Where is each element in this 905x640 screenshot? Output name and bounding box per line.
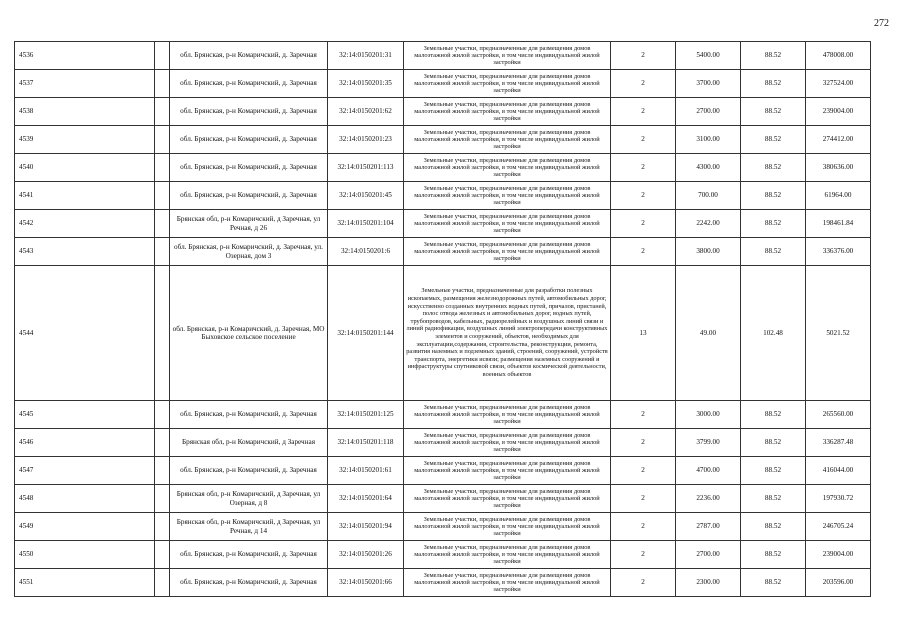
specific-value-cell: 88.52: [741, 513, 806, 541]
address-cell: обл. Брянская, р-н Комаричский, д. Заречная, МО Быховское сельское поселение: [170, 266, 328, 401]
area-cell: 2300.00: [676, 569, 741, 597]
group-cell: 2: [611, 485, 676, 513]
area-cell: 5400.00: [676, 42, 741, 70]
address-cell: обл. Брянская, р-н Комаричский, д. Заречная: [170, 569, 328, 597]
specific-value-cell: 88.52: [741, 485, 806, 513]
land-use-description-cell: Земельные участки, предназначенные для размещения домов малоэтажной жилой застройки, в том числе индивидуальной жилой застройки: [404, 126, 611, 154]
table-row: [15, 429, 871, 457]
specific-value-cell: 88.52: [741, 182, 806, 210]
cadastral-value-cell: 197930.72: [806, 485, 871, 513]
specific-value-cell: 88.52: [741, 238, 806, 266]
group-cell: 2: [611, 98, 676, 126]
table-row: [15, 126, 871, 154]
cadastral-value-cell: 336376.00: [806, 238, 871, 266]
land-use-description-cell: Земельные участки, предназначенные для размещения домов малоэтажной жилой застройки, в том числе индивидуальной жилой застройки: [404, 513, 611, 541]
specific-value-cell: 88.52: [741, 541, 806, 569]
group-cell: 2: [611, 401, 676, 429]
group-cell: 2: [611, 42, 676, 70]
row-number-cell: 4536: [15, 42, 155, 70]
row-number-cell: 4549: [15, 513, 155, 541]
area-cell: 49.00: [676, 266, 741, 401]
page-number: 272: [874, 18, 889, 29]
area-cell: 4300.00: [676, 154, 741, 182]
row-number-cell: 4546: [15, 429, 155, 457]
row-number-cell: 4537: [15, 70, 155, 98]
area-cell: 2700.00: [676, 541, 741, 569]
empty-cell: [155, 126, 170, 154]
area-cell: 2700.00: [676, 98, 741, 126]
cadastral-value-cell: 239004.00: [806, 98, 871, 126]
row-number-cell: 4551: [15, 569, 155, 597]
cadastral-value-cell: 380636.00: [806, 154, 871, 182]
table-row: [15, 401, 871, 429]
specific-value-cell: 88.52: [741, 210, 806, 238]
row-number-cell: 4538: [15, 98, 155, 126]
cadastral-value-cell: 246705.24: [806, 513, 871, 541]
table-body: [15, 42, 871, 597]
address-cell: обл. Брянская, р-н Комаричский, д. Заречная: [170, 182, 328, 210]
empty-cell: [155, 429, 170, 457]
cadastral-number-cell: 32:14:0150201:26: [328, 541, 404, 569]
area-cell: 700.00: [676, 182, 741, 210]
group-cell: 2: [611, 154, 676, 182]
address-cell: обл. Брянская, р-н Комаричский, д. Заречная: [170, 126, 328, 154]
row-number-cell: 4548: [15, 485, 155, 513]
empty-cell: [155, 569, 170, 597]
address-cell: обл. Брянская, р-н Комаричский, д. Заречная: [170, 541, 328, 569]
table-row: [15, 70, 871, 98]
specific-value-cell: 88.52: [741, 401, 806, 429]
area-cell: 3000.00: [676, 401, 741, 429]
specific-value-cell: 88.52: [741, 126, 806, 154]
area-cell: 2787.00: [676, 513, 741, 541]
cadastral-value-cell: 336287.48: [806, 429, 871, 457]
land-use-description-cell: Земельные участки, предназначенные для разработки полезных ископаемых, размещения железнодорожных путей, автомобильных дорог, искусственно созданных внутренних водных путей, причалов, пристаней, полос отвода железных и автомобильных дорог, водных путей, трубопроводов, кабельных, радиорелейных и воздушных линий связи и линий радиофикации, воздушных линий электропередачи конструктивных элементов и сооружений, объектов, необходимых для эксплуатации,содержания, строительства, реконструкции, ремонта, развития наземных и подземных зданий, строений, сооружений, устройств транспорта, энергетики исвязи; размещения наземных сооружений и инфраструктуры спутниковой связи, объектов космической деятельности, военных объектов: [404, 266, 611, 401]
specific-value-cell: 88.52: [741, 70, 806, 98]
cadastral-value-cell: 198461.84: [806, 210, 871, 238]
address-cell: Брянская обл, р-н Комаричский, д Заречная, ул Речная, д 26: [170, 210, 328, 238]
cadastral-number-cell: 32:14:0150201:6: [328, 238, 404, 266]
cadastral-number-cell: 32:14:0150201:23: [328, 126, 404, 154]
empty-cell: [155, 457, 170, 485]
cadastral-number-cell: 32:14:0150201:62: [328, 98, 404, 126]
table-row: [15, 266, 871, 401]
area-cell: 4700.00: [676, 457, 741, 485]
table-row: [15, 42, 871, 70]
land-use-description-cell: Земельные участки, предназначенные для размещения домов малоэтажной жилой застройки, в том числе индивидуальной жилой застройки: [404, 238, 611, 266]
specific-value-cell: 88.52: [741, 429, 806, 457]
cadastral-number-cell: 32:14:0150201:64: [328, 485, 404, 513]
area-cell: 2242.00: [676, 210, 741, 238]
group-cell: 2: [611, 238, 676, 266]
cadastral-number-cell: 32:14:0150201:94: [328, 513, 404, 541]
specific-value-cell: 102.48: [741, 266, 806, 401]
group-cell: 2: [611, 70, 676, 98]
cadastral-number-cell: 32:14:0150201:35: [328, 70, 404, 98]
cadastral-number-cell: 32:14:0150201:125: [328, 401, 404, 429]
address-cell: обл. Брянская, р-н Комаричский, д. Заречная: [170, 42, 328, 70]
empty-cell: [155, 541, 170, 569]
group-cell: 2: [611, 513, 676, 541]
row-number-cell: 4539: [15, 126, 155, 154]
address-cell: обл. Брянская, р-н Комаричский, д. Заречная: [170, 154, 328, 182]
cadastral-value-cell: 61964.00: [806, 182, 871, 210]
group-cell: 2: [611, 541, 676, 569]
address-cell: обл. Брянская, р-н Комаричский, д. Заречная: [170, 401, 328, 429]
address-cell: Брянская обл, р-н Комаричский, д Заречная: [170, 429, 328, 457]
row-number-cell: 4540: [15, 154, 155, 182]
table-row: [15, 154, 871, 182]
empty-cell: [155, 266, 170, 401]
land-use-description-cell: Земельные участки, предназначенные для размещения домов малоэтажной жилой застройки, в том числе индивидуальной жилой застройки: [404, 182, 611, 210]
empty-cell: [155, 513, 170, 541]
cadastral-value-cell: 327524.00: [806, 70, 871, 98]
cadastral-number-cell: 32:14:0150201:66: [328, 569, 404, 597]
address-cell: обл. Брянская, р-н Комаричский, д. Заречная: [170, 98, 328, 126]
group-cell: 2: [611, 182, 676, 210]
table-row: [15, 457, 871, 485]
address-cell: Брянская обл, р-н Комаричский, д Заречная, ул Речная, д 14: [170, 513, 328, 541]
empty-cell: [155, 485, 170, 513]
land-use-description-cell: Земельные участки, предназначенные для размещения домов малоэтажной жилой застройки, в том числе индивидуальной жилой застройки: [404, 541, 611, 569]
group-cell: 2: [611, 210, 676, 238]
table-row: [15, 182, 871, 210]
cadastral-value-cell: 274412.00: [806, 126, 871, 154]
cadastral-number-cell: 32:14:0150201:104: [328, 210, 404, 238]
group-cell: 2: [611, 429, 676, 457]
group-cell: 13: [611, 266, 676, 401]
empty-cell: [155, 210, 170, 238]
area-cell: 3700.00: [676, 70, 741, 98]
area-cell: 3799.00: [676, 429, 741, 457]
cadastral-number-cell: 32:14:0150201:113: [328, 154, 404, 182]
row-number-cell: 4543: [15, 238, 155, 266]
land-use-description-cell: Земельные участки, предназначенные для размещения домов малоэтажной жилой застройки, в том числе индивидуальной жилой застройки: [404, 429, 611, 457]
address-cell: обл. Брянская, р-н Комаричский, д. Заречная, ул. Озерная, дом 3: [170, 238, 328, 266]
land-use-description-cell: Земельные участки, предназначенные для размещения домов малоэтажной жилой застройки, в том числе индивидуальной жилой застройки: [404, 485, 611, 513]
table-row: [15, 485, 871, 513]
land-use-description-cell: Земельные участки, предназначенные для размещения домов малоэтажной жилой застройки, в том числе индивидуальной жилой застройки: [404, 154, 611, 182]
cadastral-number-cell: 32:14:0150201:45: [328, 182, 404, 210]
row-number-cell: 4545: [15, 401, 155, 429]
area-cell: 3800.00: [676, 238, 741, 266]
specific-value-cell: 88.52: [741, 98, 806, 126]
row-number-cell: 4542: [15, 210, 155, 238]
cadastral-value-cell: 265560.00: [806, 401, 871, 429]
empty-cell: [155, 70, 170, 98]
land-use-description-cell: Земельные участки, предназначенные для размещения домов малоэтажной жилой застройки, в том числе индивидуальной жилой застройки: [404, 210, 611, 238]
cadastral-number-cell: 32:14:0150201:61: [328, 457, 404, 485]
group-cell: 2: [611, 126, 676, 154]
table-row: [15, 569, 871, 597]
table-row: [15, 210, 871, 238]
row-number-cell: 4544: [15, 266, 155, 401]
address-cell: обл. Брянская, р-н Комаричский, д. Заречная: [170, 457, 328, 485]
row-number-cell: 4550: [15, 541, 155, 569]
table-row: [15, 513, 871, 541]
cadastral-value-cell: 239004.00: [806, 541, 871, 569]
specific-value-cell: 88.52: [741, 42, 806, 70]
group-cell: 2: [611, 569, 676, 597]
cadastral-value-cell: 478008.00: [806, 42, 871, 70]
specific-value-cell: 88.52: [741, 569, 806, 597]
cadastral-value-cell: 416044.00: [806, 457, 871, 485]
land-use-description-cell: Земельные участки, предназначенные для размещения домов малоэтажной жилой застройки, в том числе индивидуальной жилой застройки: [404, 70, 611, 98]
empty-cell: [155, 238, 170, 266]
address-cell: Брянская обл, р-н Комаричский, д Заречная, ул Озерная, д 8: [170, 485, 328, 513]
area-cell: 3100.00: [676, 126, 741, 154]
specific-value-cell: 88.52: [741, 457, 806, 485]
land-use-description-cell: Земельные участки, предназначенные для размещения домов малоэтажной жилой застройки, в том числе индивидуальной жилой застройки: [404, 42, 611, 70]
cadastral-number-cell: 32:14:0150201:144: [328, 266, 404, 401]
table-row: [15, 541, 871, 569]
specific-value-cell: 88.52: [741, 154, 806, 182]
land-use-description-cell: Земельные участки, предназначенные для размещения домов малоэтажной жилой застройки, в том числе индивидуальной жилой застройки: [404, 401, 611, 429]
row-number-cell: 4541: [15, 182, 155, 210]
cadastral-value-cell: 203596.00: [806, 569, 871, 597]
table-row: [15, 238, 871, 266]
empty-cell: [155, 154, 170, 182]
cadastral-value-table: [14, 41, 871, 597]
empty-cell: [155, 42, 170, 70]
empty-cell: [155, 182, 170, 210]
cadastral-number-cell: 32:14:0150201:118: [328, 429, 404, 457]
cadastral-value-cell: 5021.52: [806, 266, 871, 401]
empty-cell: [155, 401, 170, 429]
table-row: [15, 98, 871, 126]
land-use-description-cell: Земельные участки, предназначенные для размещения домов малоэтажной жилой застройки, в том числе индивидуальной жилой застройки: [404, 98, 611, 126]
group-cell: 2: [611, 457, 676, 485]
area-cell: 2236.00: [676, 485, 741, 513]
cadastral-number-cell: 32:14:0150201:31: [328, 42, 404, 70]
address-cell: обл. Брянская, р-н Комаричский, д. Заречная: [170, 70, 328, 98]
land-use-description-cell: Земельные участки, предназначенные для размещения домов малоэтажной жилой застройки, в том числе индивидуальной жилой застройки: [404, 569, 611, 597]
empty-cell: [155, 98, 170, 126]
row-number-cell: 4547: [15, 457, 155, 485]
land-use-description-cell: Земельные участки, предназначенные для размещения домов малоэтажной жилой застройки, в том числе индивидуальной жилой застройки: [404, 457, 611, 485]
